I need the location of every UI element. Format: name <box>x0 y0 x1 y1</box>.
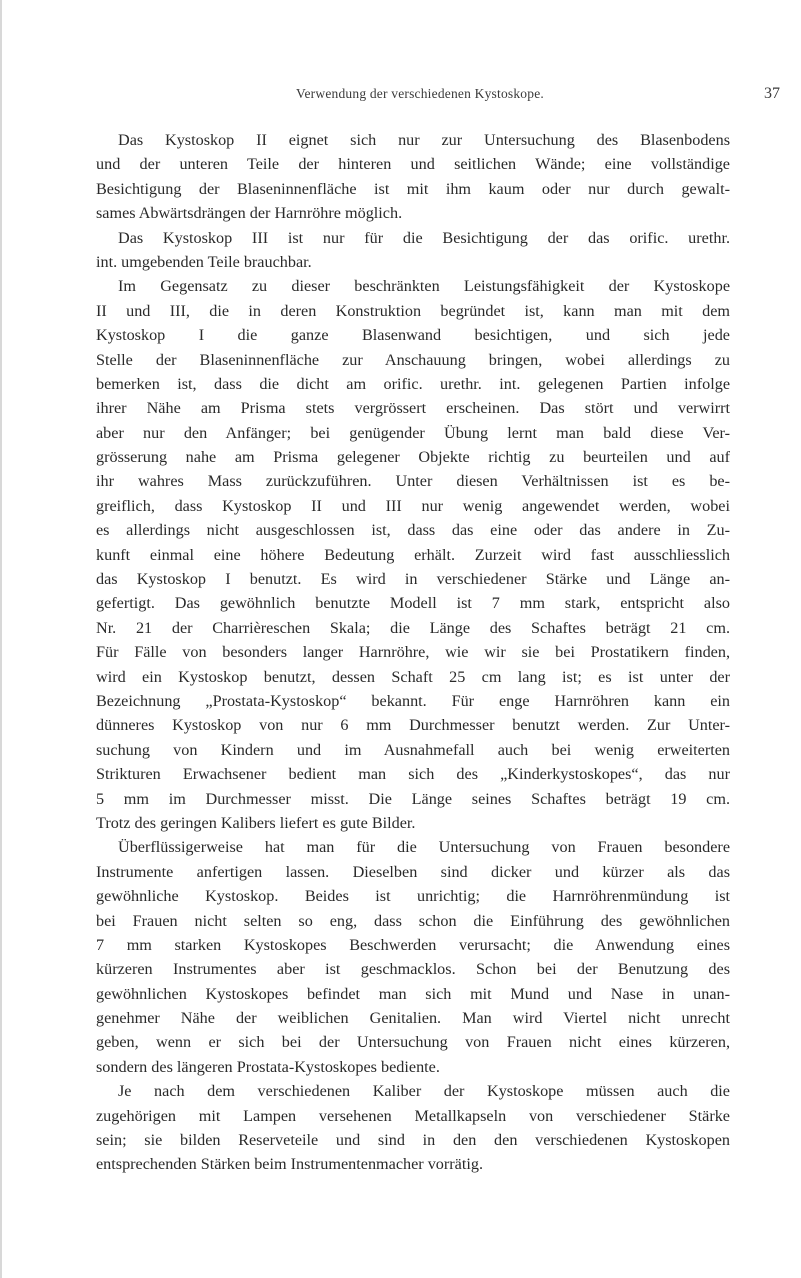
text-line: bei Frauen nicht selten so eng, dass schon die Einführung des gewöhnlichen <box>96 911 730 930</box>
text-line: gewöhnlichen Kystoskopes befindet man sich mit Mund und Nase in unan- <box>96 984 730 1003</box>
text-line: bemerken ist, dass die dicht am orific. urethr. int. gelegenen Partien infolge <box>96 374 730 393</box>
text-line: Überflüssigerweise hat man für die Untersuchung von Frauen besondere <box>118 838 730 857</box>
text-line: das Kystoskop I benutzt. Es wird in verschiedener Stärke und Länge an- <box>96 570 730 589</box>
text-line: grösserung nahe am Prisma gelegener Objekte richtig zu beurteilen und auf <box>96 448 730 467</box>
text-line: genehmer Nähe der weiblichen Genitalien. Man wird Viertel nicht unrecht <box>96 1009 730 1028</box>
text-line: aber nur den Anfänger; bei genügender Übung lernt man bald diese Ver- <box>96 423 730 442</box>
text-line: zugehörigen mit Lampen versehenen Metallkapseln von verschiedener Stärke <box>96 1106 730 1125</box>
text-line: sondern des längeren Prostata-Kystoskopes bediente. <box>96 1057 440 1076</box>
text-line: gewöhnliche Kystoskop. Beides ist unrichtig; die Harnröhrenmündung ist <box>96 887 730 906</box>
text-line: Bezeichnung „Prostata-Kystoskop“ bekannt. Für enge Harnröhren kann ein <box>96 691 730 710</box>
text-line: 7 mm starken Kystoskopes Beschwerden verursacht; die Anwendung eines <box>96 935 730 954</box>
text-line: Im Gegensatz zu dieser beschränkten Leistungsfähigkeit der Kystoskope <box>118 277 730 296</box>
running-head: Verwendung der verschiedenen Kystoskope. <box>296 86 544 101</box>
text-line: dünneres Kystoskop von nur 6 mm Durchmesser benutzt werden. Zur Unter- <box>96 716 730 735</box>
text-line: suchung von Kindern und im Ausnahmefall auch bei wenig erweiterten <box>96 740 730 759</box>
text-line: kürzeren Instrumentes aber ist geschmacklos. Schon bei der Benutzung des <box>96 960 730 979</box>
text-line: ihrer Nähe am Prisma stets vergrössert erscheinen. Das stört und verwirrt <box>96 399 730 418</box>
text-line: Instrumente anfertigen lassen. Dieselben sind dicker und kürzer als das <box>96 862 730 881</box>
text-line: Kystoskop I die ganze Blasenwand besichtigen, und sich jede <box>96 326 730 345</box>
text-line: Das Kystoskop II eignet sich nur zur Untersuchung des Blasenbodens <box>118 131 730 149</box>
text-line: Das Kystoskop III ist nur für die Besichtigung der das orific. urethr. <box>118 228 730 247</box>
page-edge <box>0 0 2 1278</box>
text-line: Besichtigung der Blaseninnenfläche ist mit ihm kaum oder nur durch gewalt- <box>96 179 730 198</box>
page-number: 37 <box>764 85 780 102</box>
text-line: sames Abwärtsdrängen der Harnröhre möglich. <box>96 204 403 223</box>
body-text <box>96 128 730 1177</box>
text-line: kunft einmal eine höhere Bedeutung erhält. Zurzeit wird fast ausschliesslich <box>96 545 730 564</box>
text-line: ihr wahres Mass zurückzuführen. Unter diesen Verhältnissen ist es be- <box>96 472 730 491</box>
text-line: geben, wenn er sich bei der Untersuchung von Frauen nicht eines kürzeren, <box>96 1033 730 1052</box>
text-line: II und III, die in deren Konstruktion begründet ist, kann man mit dem <box>96 301 730 320</box>
text-line: 5 mm im Durchmesser misst. Die Länge seines Schaftes beträgt 19 cm. <box>96 789 730 808</box>
text-line: gefertigt. Das gewöhnlich benutzte Modell ist 7 mm stark, entspricht also <box>96 594 730 613</box>
text-line: greiflich, dass Kystoskop II und III nur wenig angewendet werden, wobei <box>96 496 730 515</box>
text-line: wird ein Kystoskop benutzt, dessen Schaft 25 cm lang ist; es ist unter der <box>96 667 730 686</box>
text-line: und der unteren Teile der hinteren und seitlichen Wände; eine vollständige <box>96 155 730 174</box>
text-line: int. umgebenden Teile brauchbar. <box>96 252 312 271</box>
text-line: Für Fälle von besonders langer Harnröhre, wie wir sie bei Prostatikern finden, <box>96 643 730 662</box>
text-line: Nr. 21 der Charrièreschen Skala; die Länge des Schaftes beträgt 21 cm. <box>96 618 730 637</box>
text-line: Je nach dem verschiedenen Kaliber der Kystoskope müssen auch die <box>118 1082 730 1101</box>
text-line: sein; sie bilden Reserveteile und sind in den den verschiedenen Kystoskopen <box>96 1131 730 1150</box>
text-line: Trotz des geringen Kalibers liefert es gute Bilder. <box>96 813 416 832</box>
page-header <box>60 86 780 106</box>
text-line: es allerdings nicht ausgeschlossen ist, dass das eine oder das andere in Zu- <box>96 521 730 540</box>
text-line: Strikturen Erwachsener bedient man sich des „Kinderkystoskopes“, das nur <box>96 765 730 784</box>
text-line: entsprechenden Stärken beim Instrumentenmacher vorrätig. <box>96 1155 484 1174</box>
text-line: Stelle der Blaseninnenfläche zur Anschauung bringen, wobei allerdings zu <box>96 350 730 369</box>
